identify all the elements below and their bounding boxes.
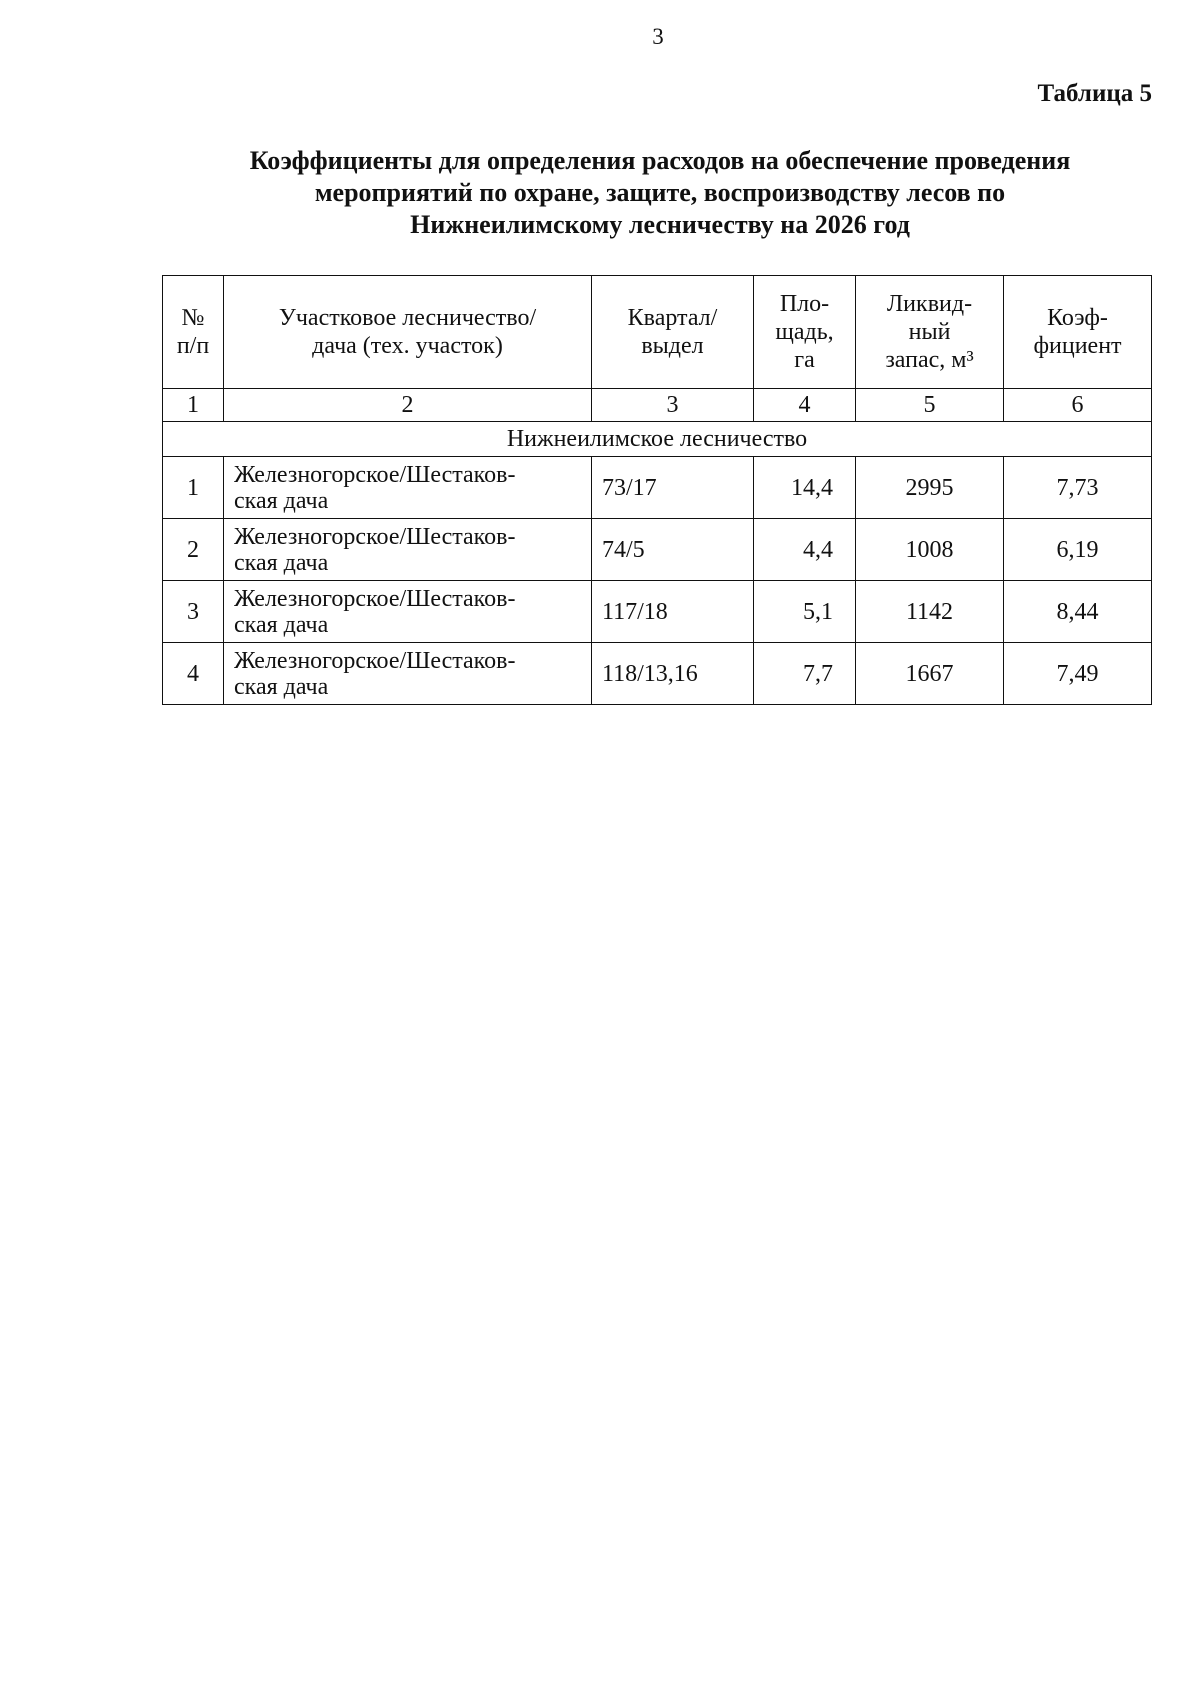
row-coefficient: 7,73	[1004, 457, 1152, 519]
header-text: ный	[908, 319, 951, 345]
row-block: 73/17	[592, 457, 754, 519]
row-forestry-line: ская дача	[234, 549, 329, 576]
header-text: Пло-	[779, 291, 830, 317]
row-forestry-line: ская дача	[234, 611, 329, 638]
header-text: га	[794, 347, 815, 373]
header-text: Квартал/	[627, 305, 718, 331]
row-forestry-line: Железногорское/Шестаков-	[234, 523, 516, 550]
header-cell-block	[592, 276, 754, 389]
row-forestry	[224, 519, 592, 581]
header-cell-stock	[856, 276, 1004, 389]
row-coefficient: 6,19	[1004, 519, 1152, 581]
row-area: 14,4	[754, 457, 856, 519]
header-text: Коэф-	[1047, 305, 1108, 331]
table-row	[163, 519, 1152, 581]
table-label: Таблица 5	[1037, 80, 1152, 107]
header-text: запас, м³	[885, 347, 974, 373]
row-stock: 2995	[856, 457, 1004, 519]
column-number-row	[163, 389, 1152, 422]
title-line: Коэффициенты для определения расходов на обеспечение проведения	[249, 146, 1071, 175]
table-row	[163, 581, 1152, 643]
header-cell-area	[754, 276, 856, 389]
row-number: 2	[163, 519, 224, 581]
header-text: выдел	[641, 333, 704, 359]
column-number: 4	[754, 389, 856, 422]
header-text: Ликвид-	[886, 291, 973, 317]
header-cell-coefficient	[1004, 276, 1152, 389]
row-number: 4	[163, 643, 224, 705]
page-number: 3	[652, 24, 664, 49]
table-row	[163, 457, 1152, 519]
row-number: 3	[163, 581, 224, 643]
title-line: Нижнеилимскому лесничеству на 2026 год	[410, 210, 910, 239]
coefficients-table	[162, 275, 1152, 705]
column-number: 2	[224, 389, 592, 422]
header-text: фициент	[1033, 333, 1122, 359]
section-row	[163, 422, 1152, 457]
header-cell-forestry	[224, 276, 592, 389]
section-title: Нижнеилимское лесничество	[163, 422, 1152, 457]
column-number: 5	[856, 389, 1004, 422]
row-forestry-line: Железногорское/Шестаков-	[234, 647, 516, 674]
row-area: 7,7	[754, 643, 856, 705]
header-text: щадь,	[775, 319, 834, 345]
row-coefficient: 8,44	[1004, 581, 1152, 643]
table-row	[163, 643, 1152, 705]
column-number: 1	[163, 389, 224, 422]
row-area: 5,1	[754, 581, 856, 643]
row-stock: 1667	[856, 643, 1004, 705]
row-block: 117/18	[592, 581, 754, 643]
row-coefficient: 7,49	[1004, 643, 1152, 705]
row-block: 74/5	[592, 519, 754, 581]
row-forestry-line: ская дача	[234, 673, 329, 700]
row-block: 118/13,16	[592, 643, 754, 705]
row-number: 1	[163, 457, 224, 519]
table-header-row	[163, 276, 1152, 389]
row-stock: 1142	[856, 581, 1004, 643]
row-forestry-line: Железногорское/Шестаков-	[234, 461, 516, 488]
row-area: 4,4	[754, 519, 856, 581]
row-stock: 1008	[856, 519, 1004, 581]
header-text: дача (тех. участок)	[312, 333, 503, 359]
column-number: 3	[592, 389, 754, 422]
row-forestry	[224, 581, 592, 643]
row-forestry-line: Железногорское/Шестаков-	[234, 585, 516, 612]
row-forestry	[224, 643, 592, 705]
column-number: 6	[1004, 389, 1152, 422]
document-title	[160, 145, 1160, 241]
header-text: №	[181, 305, 205, 331]
row-forestry	[224, 457, 592, 519]
header-text: Участковое лесничество/	[278, 305, 537, 331]
row-forestry-line: ская дача	[234, 487, 329, 514]
header-cell-number	[163, 276, 224, 389]
header-text: п/п	[176, 333, 210, 359]
title-line: мероприятий по охране, защите, воспроизводству лесов по	[314, 178, 1006, 207]
